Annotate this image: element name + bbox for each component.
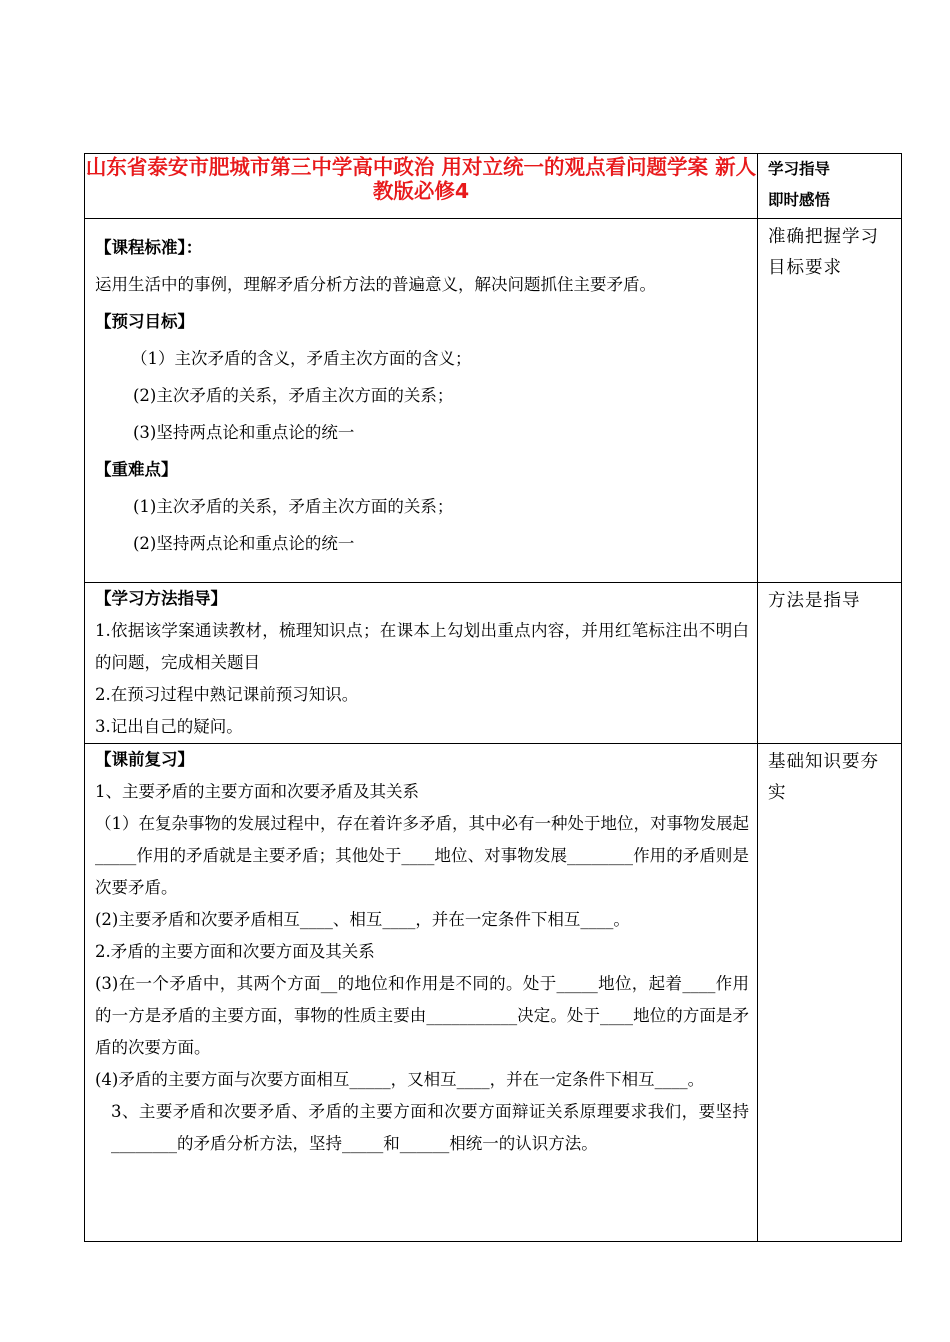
review-item: (2)主要矛盾和次要矛盾相互____、相互____，并在一定条件下相互____。	[95, 910, 630, 929]
document-title: 山东省泰安市肥城市第三中学高中政治 用对立统一的观点看问题学案 新人教版必修4	[85, 155, 757, 203]
section-objectives-row	[85, 219, 902, 583]
standard-text: 运用生活中的事例，理解矛盾分析方法的普遍意义，解决问题抓住主要矛盾。	[95, 275, 656, 294]
header-row	[85, 154, 902, 219]
objectives-side-note: 准确把握学习目标要求	[768, 227, 879, 278]
method-item: 2.在预习过程中熟记课前预习知识。	[95, 685, 359, 704]
review-item: （1）在复杂事物的发展过程中，存在着许多矛盾，其中必有一种处于地位，对事物发展起_____作用的矛盾就是主要矛盾；其他处于____地位、对事物发展________作用的矛盾则是次要矛盾。	[95, 814, 749, 897]
side-header-line1: 学习指导	[768, 160, 831, 178]
method-side-note: 方法是指导	[768, 591, 861, 611]
standard-heading: 【课程标准】：	[95, 238, 203, 257]
review-item: (4)矛盾的主要方面与次要方面相互_____，又相互____，并在一定条件下相互____。	[95, 1070, 705, 1089]
title-cell	[85, 154, 758, 219]
review-side-cell	[758, 744, 902, 1242]
key-heading: 【重难点】	[95, 460, 178, 479]
key-item: (2)坚持两点论和重点论的统一	[133, 534, 355, 553]
review-item: 3、主要矛盾和次要矛盾、矛盾的主要方面和次要方面辩证关系原理要求我们，要坚持________的矛盾分析方法，坚持_____和______相统一的认识方法。	[111, 1102, 749, 1153]
review-item: 1、主要矛盾的主要方面和次要矛盾及其关系	[95, 782, 419, 801]
review-side-note: 基础知识要夯实	[768, 752, 879, 803]
worksheet	[84, 153, 901, 1253]
side-header-cell	[758, 154, 902, 219]
preview-item: (3)坚持两点论和重点论的统一	[133, 423, 355, 442]
section-review-row	[85, 744, 902, 1242]
worksheet-table	[84, 153, 902, 1242]
objectives-side-cell	[758, 219, 902, 583]
side-header-line2: 即时感悟	[768, 191, 831, 209]
objectives-cell	[85, 219, 758, 583]
method-cell	[85, 583, 758, 744]
review-cell	[85, 744, 758, 1242]
key-item: (1)主次矛盾的关系，矛盾主次方面的关系；	[133, 497, 454, 516]
section-method-row	[85, 583, 902, 744]
method-heading: 【学习方法指导】	[95, 589, 227, 608]
method-side-cell	[758, 583, 902, 744]
method-item: 3.记出自己的疑问。	[95, 717, 243, 736]
preview-item: (2)主次矛盾的关系，矛盾主次方面的关系；	[133, 386, 454, 405]
review-heading: 【课前复习】	[95, 750, 194, 769]
preview-heading: 【预习目标】	[95, 312, 194, 331]
preview-item: （1）主次矛盾的含义，矛盾主次方面的含义；	[131, 349, 472, 368]
review-item: (3)在一个矛盾中，其两个方面__的地位和作用是不同的。处于_____地位，起着____作用的一方是矛盾的主要方面，事物的性质主要由___________决定。处于____地位的方面是矛盾的次要方面。	[95, 974, 749, 1057]
method-item: 1.依据该学案通读教材，梳理知识点；在课本上勾划出重点内容，并用红笔标注出不明白的问题，完成相关题目	[95, 621, 749, 672]
review-item: 2.矛盾的主要方面和次要方面及其关系	[95, 942, 375, 961]
